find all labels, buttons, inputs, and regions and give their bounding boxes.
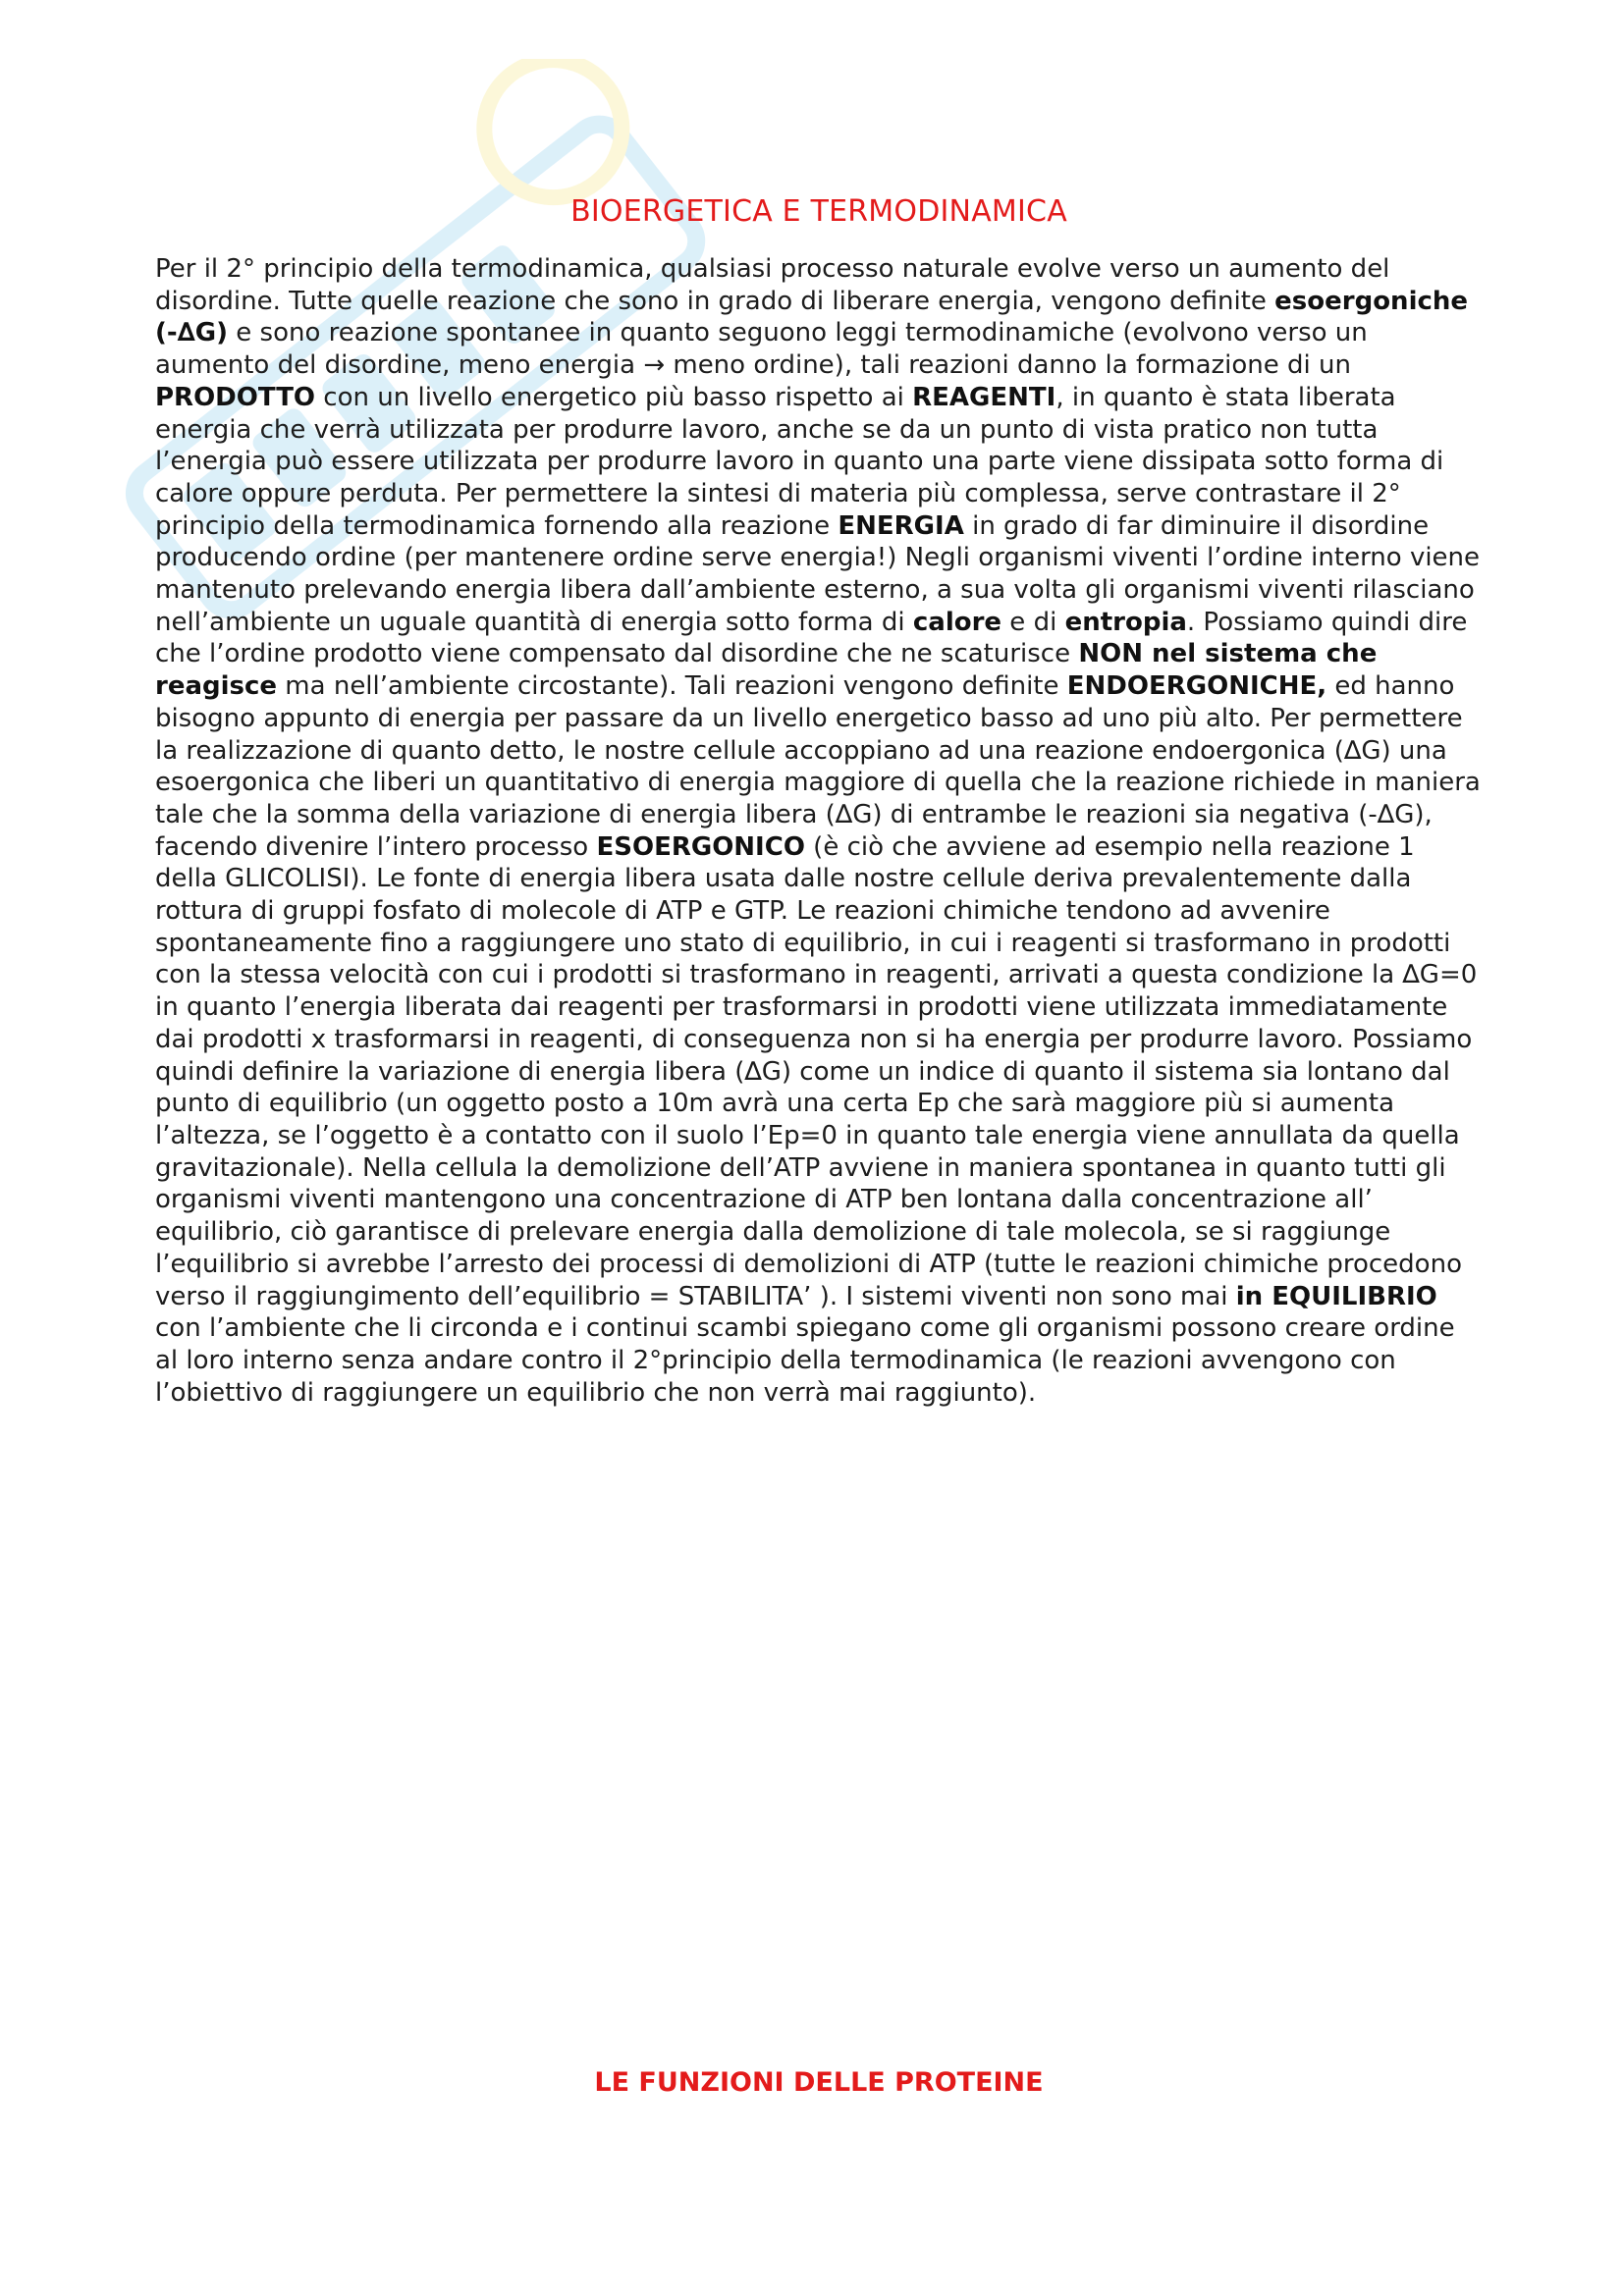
text-run: ma nell’ambiente circostante). Tali reazioni vengono definite <box>277 671 1067 702</box>
bold-term: in EQUILIBRIO <box>1235 1281 1437 1311</box>
text-run: (è ciò che avviene ad esempio nella reazione 1 della GLICOLISI). Le fonte di energia libera usata dalle nostre cellule deriva prevalentemente dalla rottura di gruppi fosfato di molecole di ATP e GTP. Le reazioni chimiche tendono ad avvenire spontaneamente fino a raggiungere uno stato di equilibrio, in cui i reagenti si trasformano in prodotti con la stessa velocità con cui i prodotti si trasformano in reagenti, arrivati a questa condizione la ∆G=0 in quanto l’energia liberata dai reagenti per trasformarsi in prodotti viene utilizzata immediatamente dai prodotti x trasformarsi in reagenti, di conseguenza non si ha energia per produrre lavoro. Possiamo quindi definire la variazione di energia libera (∆G) come un indice di quanto il sistema sia lontano dal punto di equilibrio (un oggetto posto a 10m avrà una certa Ep che sarà maggiore più si aumenta l’altezza, se l’oggetto è a contatto con il suolo l’Ep=0 in quanto tale energia viene annullata da quella gravitazionale). Nella cellula la demolizione dell’ATP avviene in maniera spontanea in quanto tutti gli organismi viventi mantengono una concentrazione di ATP ben lontana dalla concentrazione all’ equilibrio, ciò garantisce di prelevare energia dalla demolizione di tale molecola, se si raggiunge l’equilibrio si avrebbe l’arresto dei processi di demolizioni di ATP (tutte le reazioni chimiche procedono verso il raggiungimento dell’equilibrio = STABILITA’ ). I sistemi viventi non sono mai <box>155 831 1478 1311</box>
bold-term: calore <box>912 607 1002 637</box>
text-run: con un livello energetico più basso rispetto ai <box>315 382 913 412</box>
bold-term: PRODOTTO <box>155 382 316 412</box>
page-title: BIOERGETICA E TERMODINAMICA <box>570 194 1067 229</box>
next-section-title: LE FUNZIONI DELLE PROTEINE <box>594 2067 1044 2098</box>
text-run: Per il 2° principio della termodinamica, qualsiasi processo naturale evolve verso un aumento del disordine. Tutte quelle reazione che sono in grado di liberare energia, vengono definite <box>155 254 1390 316</box>
body-paragraph <box>155 253 1483 1409</box>
bold-term: ESOERGONICO <box>596 831 805 862</box>
bold-term: REAGENTI <box>912 382 1056 412</box>
text-run: e sono reazione spontanee in quanto seguono leggi termodinamiche (evolvono verso un aumento del disordine, meno energia → meno ordine), tali reazioni danno la formazione di un <box>155 318 1368 381</box>
bold-term: entropia <box>1064 607 1187 637</box>
bold-term: esoergoniche (-∆G) <box>155 286 1469 348</box>
bold-term: NON nel sistema che reagisce <box>155 639 1378 702</box>
text-run: . Possiamo quindi dire che l’ordine prodotto viene compensato dal disordine che ne scaturisce <box>155 607 1468 669</box>
text-run: e di <box>1001 607 1065 637</box>
bold-term: ENDOERGONICHE, <box>1066 671 1327 702</box>
text-run: in grado di far diminuire il disordine producendo ordine (per mantenere ordine serve energia!) Negli organismi viventi l’ordine interno viene mantenuto prelevando energia libera dall’ambiente esterno, a sua volta gli organismi viventi rilasciano nell’ambiente un uguale quantità di energia sotto forma di <box>155 510 1481 637</box>
text-run: ed hanno bisogno appunto di energia per passare da un livello energetico basso ad uno più alto. Per permettere la realizzazione di quanto detto, le nostre cellule accoppiano ad una reazione endoergonica (∆G) una esoergonica che liberi un quantitativo di energia maggiore di quella che la reazione richiede in maniera tale che la somma della variazione di energia libera (∆G) di entrambe le reazioni sia negativa (-∆G), facendo divenire l’intero processo <box>155 671 1481 862</box>
bold-term: ENERGIA <box>838 510 964 541</box>
text-run: , in quanto è stata liberata energia che verrà utilizzata per produrre lavoro, anche se da un punto di vista pratico non tutta l’energia può essere utilizzata per produrre lavoro in quanto una parte viene dissipata sotto forma di calore oppure perduta. Per permettere la sintesi di materia più complessa, serve contrastare il 2° principio della termodinamica fornendo alla reazione <box>155 382 1444 541</box>
text-run: con l’ambiente che li circonda e i continui scambi spiegano come gli organismi possono creare ordine al loro interno senza andare contro il 2°principio della termodinamica (le reazioni avvengono con l’obiettivo di raggiungere un equilibrio che non verrà mai raggiunto). <box>155 1313 1455 1408</box>
